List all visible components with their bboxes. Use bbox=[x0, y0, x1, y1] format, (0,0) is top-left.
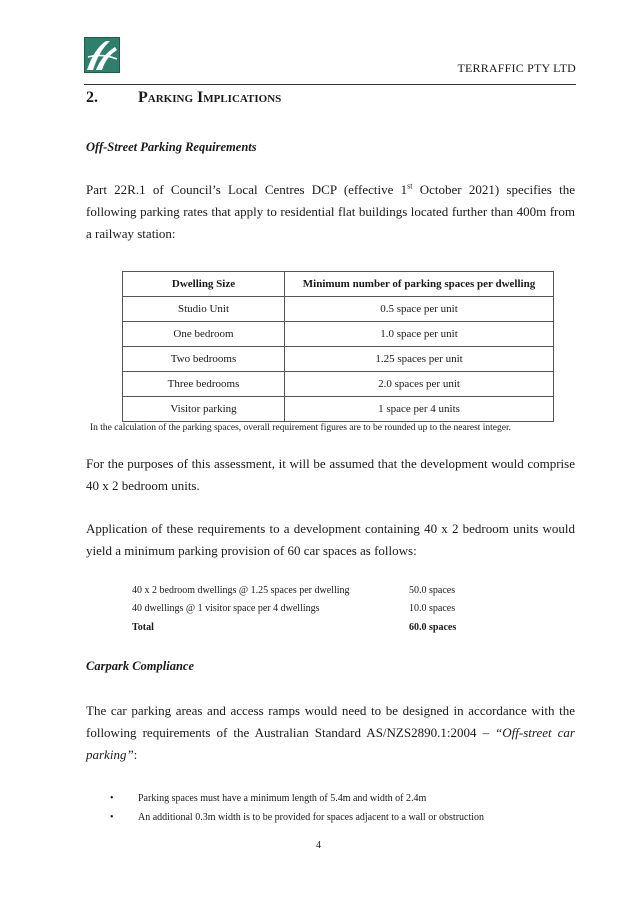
bullet-icon: • bbox=[110, 793, 114, 804]
list-item bbox=[110, 793, 426, 804]
application-paragraph: Application of these requirements to a development containing 40 x 2 bedroom units would yield a minimum parking provision of 60 car spaces as follows: bbox=[86, 521, 575, 558]
parking-rates-table bbox=[122, 271, 554, 422]
dwelling-size-cell: Three bedrooms bbox=[123, 372, 285, 397]
section-heading bbox=[86, 89, 281, 107]
table-row bbox=[123, 297, 554, 322]
intro-text-start: Part 22R.1 of Council’s Local Centres DCP (effective 1 bbox=[86, 182, 408, 197]
rate-cell: 1.25 spaces per unit bbox=[285, 347, 554, 372]
calculation-label: 40 x 2 bedroom dwellings @ 1.25 spaces per dwelling bbox=[132, 585, 350, 596]
column-header: Minimum number of parking spaces per dwelling bbox=[285, 272, 554, 297]
table-row bbox=[123, 322, 554, 347]
total-value: 60.0 spaces bbox=[409, 622, 457, 633]
dwelling-size-cell: One bedroom bbox=[123, 322, 285, 347]
assessment-paragraph: For the purposes of this assessment, it will be assumed that the development would comprise 40 x 2 bedroom units. bbox=[86, 456, 575, 493]
intro-text-end: October 2021) specifies the following parking rates that apply to residential flat buildings located further than 400m from a railway station: bbox=[86, 182, 575, 241]
page-number: 4 bbox=[316, 840, 321, 851]
dwelling-size-cell: Two bedrooms bbox=[123, 347, 285, 372]
column-header: Dwelling Size bbox=[123, 272, 285, 297]
rate-cell: 1 space per 4 units bbox=[285, 397, 554, 422]
company-name: TERRAFFIC PTY LTD bbox=[457, 61, 576, 75]
calculation-value: 50.0 spaces bbox=[409, 585, 456, 596]
carpark-paragraph bbox=[86, 700, 575, 766]
section-number: 2. bbox=[86, 89, 98, 106]
table-row bbox=[123, 347, 554, 372]
calculation-value: 10.0 spaces bbox=[409, 603, 456, 614]
carpark-heading: Carpark Compliance bbox=[86, 659, 194, 673]
dwelling-size-cell: Studio Unit bbox=[123, 297, 285, 322]
list-item bbox=[110, 812, 484, 823]
list-item-text: Parking spaces must have a minimum length of 5.4m and width of 2.4m bbox=[138, 793, 427, 804]
table-header-row bbox=[123, 272, 554, 297]
carpark-text: The car parking areas and access ramps would need to be designed in accordance with the following requirements of the Australian Standard AS/NZS2890.1:2004 – bbox=[86, 703, 575, 740]
offstreet-heading: Off-Street Parking Requirements bbox=[86, 140, 257, 154]
section-title: Parking Implications bbox=[138, 89, 282, 106]
rate-cell: 2.0 spaces per unit bbox=[285, 372, 554, 397]
intro-paragraph bbox=[86, 179, 575, 245]
calculation-row bbox=[132, 603, 456, 614]
calculation-row bbox=[132, 585, 456, 596]
rate-cell: 1.0 space per unit bbox=[285, 322, 554, 347]
standard-title: “Off-street car parking” bbox=[86, 725, 575, 762]
table-row bbox=[123, 397, 554, 422]
total-label: Total bbox=[132, 622, 154, 633]
table-row bbox=[123, 372, 554, 397]
bullet-icon: • bbox=[110, 812, 114, 823]
intro-superscript: st bbox=[407, 181, 413, 191]
list-item-text: An additional 0.3m width is to be provided for spaces adjacent to a wall or obstruction bbox=[138, 812, 485, 823]
calculation-label: 40 dwellings @ 1 visitor space per 4 dwellings bbox=[132, 603, 320, 614]
calculation-total-row bbox=[132, 622, 457, 633]
company-logo bbox=[84, 37, 120, 73]
table-note: In the calculation of the parking spaces, overall requirement figures are to be rounded up to the nearest integer. bbox=[90, 423, 512, 433]
dwelling-size-cell: Visitor parking bbox=[123, 397, 285, 422]
rate-cell: 0.5 space per unit bbox=[285, 297, 554, 322]
header-divider bbox=[84, 84, 576, 85]
carpark-text-end: : bbox=[133, 747, 138, 762]
